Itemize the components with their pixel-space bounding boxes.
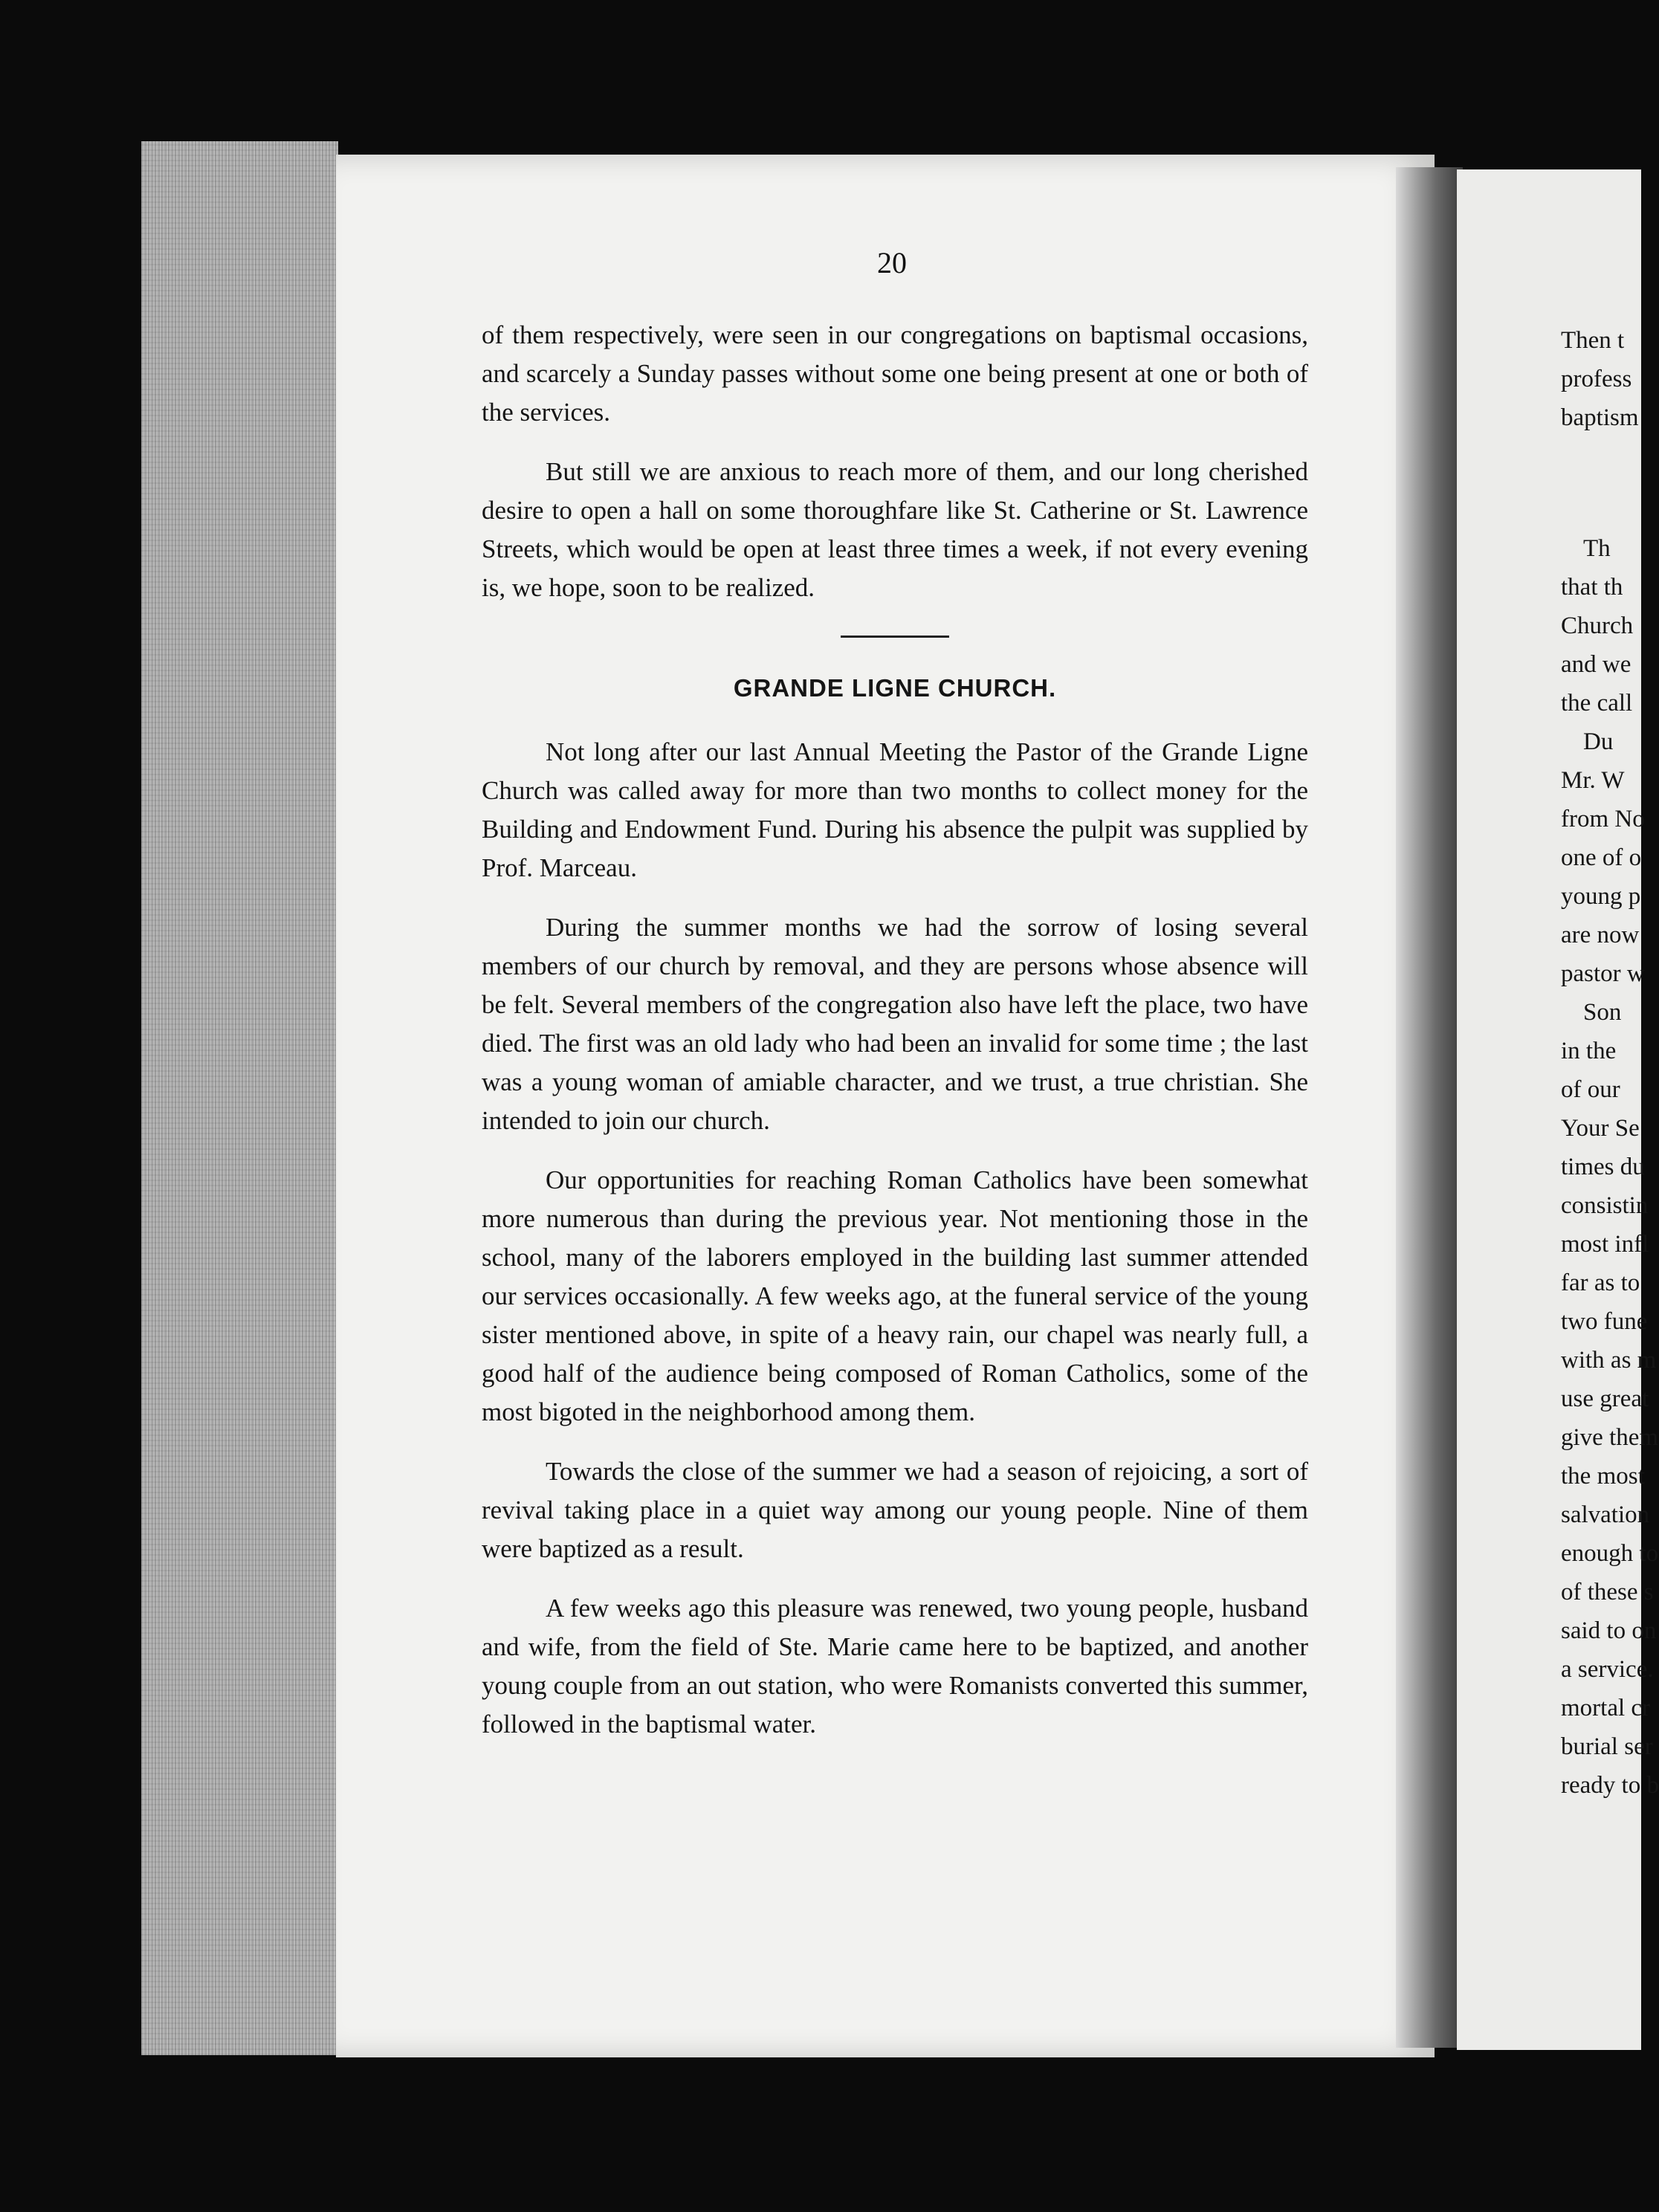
facing-line: times du [1561, 1154, 1645, 1180]
facing-line: with as m [1561, 1347, 1657, 1374]
paragraph: Our opportunities for reaching Roman Catholics have been somewhat more numerous than during the previous year. Not mentioning those in the school, many of the laborers employed in the building last summer attended our services occasionally. A few weeks ago, at the funeral service of the young sister mentioned above, in spite of a heavy rain, our chapel was nearly full, a good half of the audience being composed of Roman Catholics, some of the most bigoted in the neighborhood among them. [482, 1165, 1308, 1426]
facing-line: the most [1561, 1463, 1645, 1490]
paragraph: of them respectively, were seen in our congregations on baptismal occasions, and scarcely a Sunday passes without some one being present at one or both of the services. [482, 320, 1308, 427]
facing-line: of our [1561, 1076, 1620, 1103]
facing-line: said to on [1561, 1617, 1657, 1644]
facing-line: in the [1561, 1038, 1617, 1064]
facing-line: Church [1561, 612, 1634, 639]
page-text [482, 316, 1308, 1765]
facing-line: far as to [1561, 1270, 1640, 1296]
facing-line: Your Se [1561, 1115, 1640, 1142]
facing-line: consistin [1561, 1192, 1649, 1219]
facing-line: use great [1561, 1385, 1649, 1412]
page-edges [141, 141, 338, 2055]
facing-line: most infl [1561, 1231, 1649, 1258]
facing-line: Son [1583, 999, 1622, 1026]
facing-line: two fune [1561, 1308, 1648, 1335]
book-gutter [1396, 167, 1463, 2048]
facing-line: Du [1583, 728, 1614, 755]
facing-line: and we [1561, 651, 1631, 678]
facing-line: give them [1561, 1424, 1659, 1451]
facing-line: that th [1561, 574, 1623, 601]
paragraph: But still we are anxious to reach more of them, and our long cherished desire to open a hall on some thoroughfare like St. Catherine or St. Lawrence Streets, which would be open at least three times a week, if not every evening is, we hope, soon to be realized. [482, 457, 1308, 602]
facing-line: enough to [1561, 1540, 1659, 1567]
facing-line: mortal cr [1561, 1695, 1651, 1721]
facing-line: the call [1561, 690, 1633, 717]
facing-line: Then t [1561, 327, 1625, 354]
facing-line: of these s [1561, 1579, 1654, 1605]
facing-line: Mr. W [1561, 767, 1625, 794]
facing-line: Th [1583, 535, 1611, 562]
paragraph: A few weeks ago this pleasure was renewed, two young people, husband and wife, from the field of Ste. Marie came here to be baptized, and another young couple from an out station, who were Romanists converted this summer, followed in the baptismal water. [482, 1594, 1308, 1739]
paragraph: During the summer months we had the sorrow of losing several members of our church by removal, and they are persons whose absence will be felt. Several members of the congregation also have left the place, two have died. The first was an old lady who had been an invalid for some time ; the last was a young woman of amiable character, and we trust, a true christian. She intended to join our church. [482, 913, 1308, 1135]
page-number: 20 [877, 246, 907, 279]
facing-line: profess [1561, 366, 1632, 392]
paragraph: Not long after our last Annual Meeting the Pastor of the Grande Ligne Church was called away for more than two months to collect money for the Building and Endowment Fund. During his absence the pulpit was supplied by Prof. Marceau. [482, 737, 1308, 882]
section-divider [841, 636, 949, 638]
facing-line: burial ser [1561, 1733, 1653, 1760]
section-heading: GRANDE LIGNE CHURCH. [733, 674, 1057, 702]
facing-line: salvation [1561, 1501, 1650, 1528]
facing-line: young p [1561, 883, 1641, 910]
facing-line: pastor w [1561, 960, 1645, 987]
facing-line: one of o [1561, 844, 1642, 871]
facing-line: ready to b [1561, 1772, 1659, 1799]
facing-line: are now [1561, 922, 1640, 948]
facing-line: baptism [1561, 404, 1639, 431]
paragraph: Towards the close of the summer we had a season of rejoicing, a sort of revival taking place in a quiet way among our young people. Nine of them were baptized as a result. [482, 1457, 1308, 1563]
facing-line: a service. [1561, 1656, 1654, 1683]
facing-line: from No [1561, 806, 1645, 832]
facing-page-text [1561, 321, 1659, 1805]
